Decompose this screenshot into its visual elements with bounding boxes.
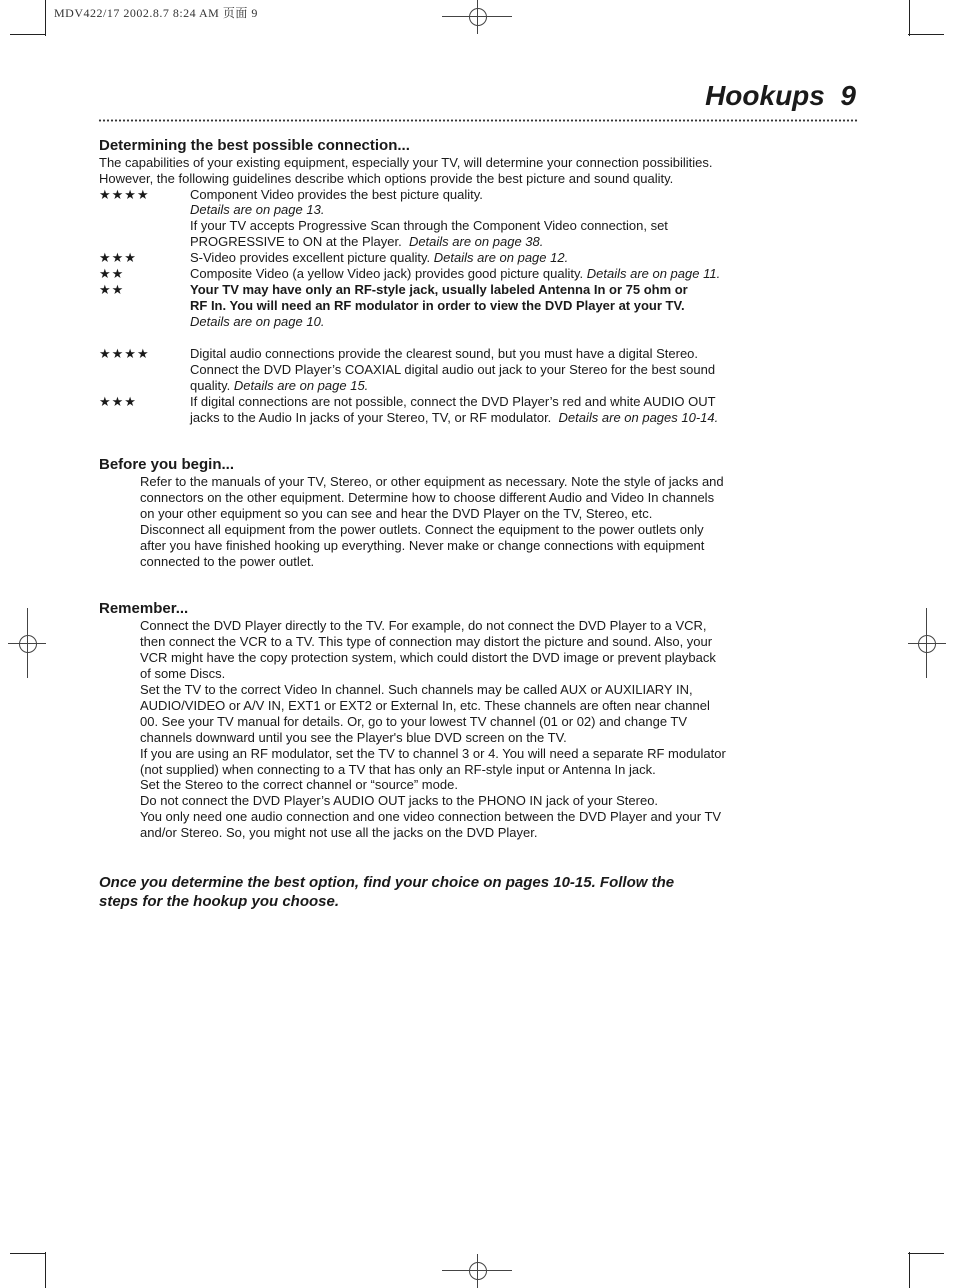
crop-mark-bl-v (45, 1252, 46, 1288)
registration-mark-left (8, 608, 48, 678)
body-line: AUDIO/VIDEO or A/V IN, EXT1 or EXT2 or External In, etc. These channels are often near channel (140, 698, 710, 713)
rating-stars: ★★★ (99, 250, 137, 265)
option-text: S-Video provides excellent picture quality. Details are on page 12. (190, 250, 569, 265)
crop-mark-tr-h (908, 34, 944, 35)
closing-note: Once you determine the best option, find your choice on pages 10-15. Follow the (99, 874, 675, 891)
page-title (705, 80, 856, 112)
body-line: Do not connect the DVD Player’s AUDIO OUT jacks to the PHONO IN jack of your Stereo. (140, 793, 659, 808)
body-line: Connect the DVD Player directly to the TV. For example, do not connect the DVD Player to a VCR, (140, 618, 707, 633)
registration-mark-bottom (442, 1252, 512, 1288)
rating-stars: ★★★ (99, 394, 137, 409)
dotted-rule (98, 119, 858, 122)
body-line: Set the Stereo to the correct channel or “source” mode. (140, 777, 458, 792)
option-detail: Details are on page 38. (408, 234, 544, 249)
best-connection-heading: Determining the best possible connection... (99, 137, 410, 154)
closing-note: steps for the hookup you choose. (99, 893, 340, 910)
body-line: Set the TV to the correct Video In channel. Such channels may be called AUX or AUXILIARY IN, (140, 682, 693, 697)
option-detail: Details are on page 10. (190, 314, 325, 329)
section-title: Hookups (705, 80, 825, 111)
option-detail: Details are on pages 10-14. (558, 410, 719, 425)
crop-mark-bl-h (10, 1253, 46, 1254)
option-extra: PROGRESSIVE to ON at the Player. Details are on page 38. (190, 234, 544, 249)
option-text: Digital audio connections provide the clearest sound, but you must have a digital Stereo. (190, 346, 699, 361)
option-text: Component Video provides the best picture quality. (190, 187, 483, 202)
body-line: of some Discs. (140, 666, 226, 681)
option-extra: If your TV accepts Progressive Scan through the Component Video connection, set (190, 218, 668, 233)
page-number: 9 (840, 80, 856, 111)
rating-stars: ★★★★ (99, 346, 150, 361)
option-detail: Details are on page 12. (433, 250, 569, 265)
before-begin-heading: Before you begin... (99, 456, 235, 473)
rating-stars: ★★ (99, 282, 125, 297)
option-text: Connect the DVD Player’s COAXIAL digital audio out jack to your Stereo for the best sound (190, 362, 716, 377)
body-line: then connect the VCR to a TV. This type of connection may distort the picture and sound. Also, your (140, 634, 713, 649)
option-text: jacks to the Audio In jacks of your Stereo, TV, or RF modulator. Details are on pages 10-14. (190, 410, 719, 425)
crop-mark-tl-v (45, 0, 46, 36)
body-line: after you have finished hooking up everything. Never make or change connections with equipment (140, 538, 705, 553)
body-line: (not supplied) when connecting to a TV that has only an RF-style input or Antenna In jack. (140, 762, 656, 777)
option-text: If digital connections are not possible, connect the DVD Player’s red and white AUDIO OUT (190, 394, 716, 409)
option-detail: Details are on page 15. (233, 378, 369, 393)
crop-mark-tr-v (909, 0, 910, 36)
body-line: If you are using an RF modulator, set the TV to channel 3 or 4. You will need a separate RF modulator (140, 746, 726, 761)
option-detail: Details are on page 13. (190, 202, 325, 217)
option-detail: Details are on page 11. (586, 266, 721, 281)
body-line: and/or Stereo. So, you might not use all the jacks on the DVD Player. (140, 825, 538, 840)
remember-heading: Remember... (99, 600, 189, 617)
rating-stars: ★★★★ (99, 187, 150, 202)
body-line: You only need one audio connection and one video connection between the DVD Player and your TV (140, 809, 722, 824)
print-header: MDV422/17 2002.8.7 8:24 AM 页面 9 (54, 6, 258, 20)
registration-mark-top (442, 0, 512, 36)
intro-line: However, the following guidelines describe which options provide the best picture and sound quality. (99, 171, 674, 186)
body-line: 00. See your TV manual for details. Or, go to your lowest TV channel (01 or 02) and change TV (140, 714, 688, 729)
option-text: Composite Video (a yellow Video jack) provides good picture quality. Details are on page 11. (190, 266, 721, 281)
body-line: connected to the power outlet. (140, 554, 315, 569)
crop-mark-tl-h (10, 34, 46, 35)
crop-mark-br-h (908, 1253, 944, 1254)
option-text: RF In. You will need an RF modulator in order to view the DVD Player at your TV. (190, 298, 685, 313)
registration-mark-right (906, 608, 946, 678)
body-line: VCR might have the copy protection system, which could distort the DVD image or prevent playback (140, 650, 716, 665)
body-line: channels downward until you see the Player's blue DVD screen on the TV. (140, 730, 567, 745)
option-text: quality. Details are on page 15. (190, 378, 369, 393)
intro-line: The capabilities of your existing equipment, especially your TV, will determine your connection possibilities. (99, 155, 713, 170)
body-line: Disconnect all equipment from the power outlets. Connect the equipment to the power outlets only (140, 522, 704, 537)
body-line: connectors on the other equipment. Determine how to choose different Audio and Video In channels (140, 490, 715, 505)
crop-mark-br-v (909, 1252, 910, 1288)
body-line: Refer to the manuals of your TV, Stereo, or other equipment as necessary. Note the style of jacks and (140, 474, 724, 489)
body-line: on your other equipment so you can see and hear the DVD Player on the TV, Stereo, etc. (140, 506, 653, 521)
option-text: Your TV may have only an RF-style jack, usually labeled Antenna In or 75 ohm or (190, 282, 688, 297)
rating-stars: ★★ (99, 266, 125, 281)
